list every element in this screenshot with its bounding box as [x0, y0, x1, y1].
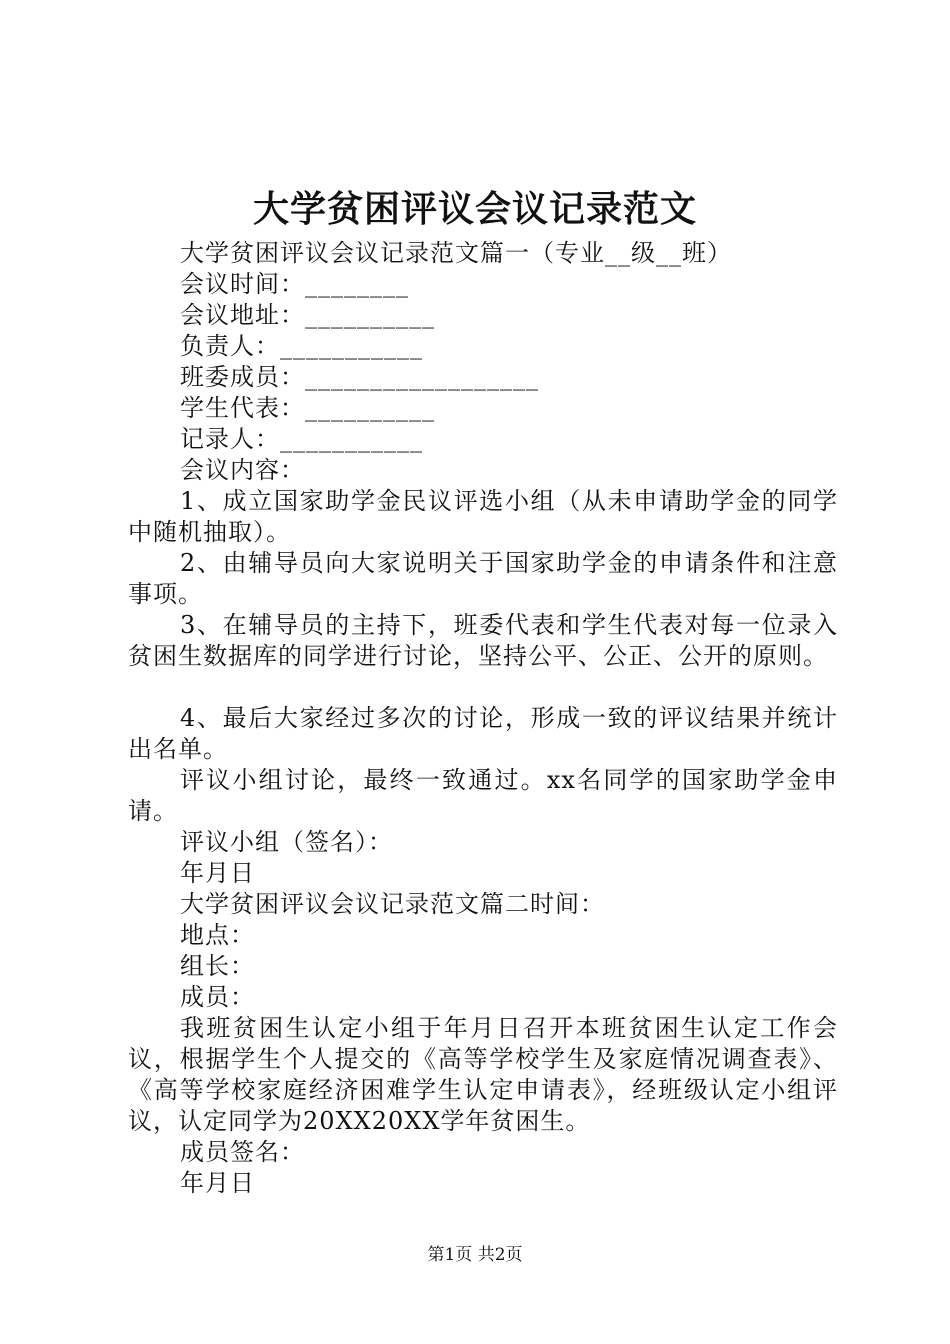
conclusion-paragraph: 评议小组讨论，最终一致通过。xx名同学的国家助学金申请。	[128, 766, 838, 825]
content-item-1: 1、成立国家助学金民议评选小组（从未申请助学金的同学中随机抽取）。	[128, 487, 838, 546]
content-item-3: 3、在辅导员的主持下，班委代表和学生代表对每一位录入贫困生数据库的同学进行讨论，坚持公平、公正、公开的原则。	[128, 611, 838, 670]
page-number-footer: 第1页 共2页	[427, 1245, 523, 1265]
content-item-4: 4、最后大家经过多次的讨论，形成一致的评议结果并统计出名单。	[128, 704, 838, 763]
group-leader-label: 组长：	[180, 952, 255, 980]
document-title: 大学贫困评议会议记录范文	[252, 188, 697, 230]
spacer	[128, 672, 838, 703]
date-line-1: 年月日	[180, 859, 255, 887]
panel-signature-label: 评议小组（签名）：	[180, 828, 393, 856]
date-line-2: 年月日	[180, 1169, 255, 1197]
section-two-heading: 大学贫困评议会议记录范文篇二时间：	[180, 890, 605, 918]
location-label: 地点：	[180, 921, 255, 949]
recorder-field: 记录人：___________	[180, 425, 423, 453]
members-label: 成员：	[180, 983, 255, 1011]
document-body	[128, 238, 838, 1199]
student-representative-field: 学生代表：__________	[180, 394, 435, 422]
member-signature-label: 成员签名：	[180, 1138, 305, 1166]
content-item-2: 2、由辅导员向大家说明关于国家助学金的申请条件和注意事项。	[128, 549, 838, 608]
meeting-time-field: 会议时间：________	[180, 270, 409, 298]
meeting-content-label: 会议内容：	[180, 456, 305, 484]
person-in-charge-field: 负责人：___________	[180, 332, 423, 360]
section-two-paragraph: 我班贫困生认定小组于年月日召开本班贫困生认定工作会议，根据学生个人提交的《高等学校学生及家庭情况调查表》、《高等学校家庭经济困难学生认定申请表》，经班级认定小组评议，认定同学为20XX20XX学年贫困生。	[128, 1014, 838, 1135]
committee-members-field: 班委成员：__________________	[180, 363, 539, 391]
section-one-heading: 大学贫困评议会议记录范文篇一（专业__级__班）	[180, 239, 732, 267]
meeting-location-field: 会议地址：__________	[180, 301, 435, 329]
